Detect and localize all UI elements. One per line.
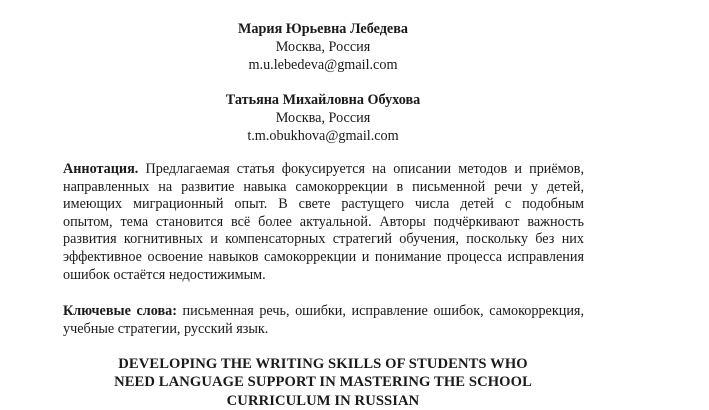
abstract-paragraph xyxy=(63,161,584,284)
keywords-paragraph xyxy=(63,303,584,338)
keywords-line-1 xyxy=(63,303,584,321)
abstract-line: эффективное освоение навыков самокоррекции и понимание процесса исправления xyxy=(63,248,584,265)
english-title xyxy=(0,355,646,410)
keywords-line: учебные стратегии, русский язык. xyxy=(63,320,269,337)
keywords-label: Ключевые слова: xyxy=(63,303,177,319)
english-title-line: CURRICULUM IN RUSSIAN xyxy=(226,392,420,409)
author-block-2 xyxy=(0,91,646,146)
abstract-line: направленных на развитие навыка самокоррекции в письменной речи у детей, xyxy=(63,178,584,195)
author-email[interactable]: m.u.lebedeva@gmail.com xyxy=(248,57,398,74)
author-location: Москва, Россия xyxy=(275,110,371,127)
abstract-line: ошибок остаётся недостижимым. xyxy=(63,266,266,283)
author-location: Москва, Россия xyxy=(275,39,371,56)
author-email[interactable]: t.m.obukhova@gmail.com xyxy=(247,128,399,145)
author-name: Мария Юрьевна Лебедева xyxy=(238,21,408,37)
author-name: Татьяна Михайловна Обухова xyxy=(225,92,421,108)
abstract-line: имеющих миграционный опыт. В свете растущего числа детей с подобным xyxy=(63,196,584,213)
author-block-1 xyxy=(0,20,646,75)
abstract-line: опытом, тема становится всё более актуальной. Авторы подчёркивают важность xyxy=(63,213,584,230)
keywords-text: письменная речь, ошибки, исправление ошибок, самокоррекция, xyxy=(182,303,585,319)
english-title-line: DEVELOPING THE WRITING SKILLS OF STUDENTS WHO xyxy=(118,356,528,372)
english-title-line: NEED LANGUAGE SUPPORT IN MASTERING THE SCHOOL xyxy=(114,374,532,391)
abstract-line: развития когнитивных и компенсаторных стратегий обучения, поскольку без них xyxy=(63,231,584,248)
abstract-text: Предлагаемая статья фокусируется на описании методов и приёмов, xyxy=(145,161,585,177)
abstract-label: Аннотация. xyxy=(63,161,139,177)
abstract-line-1 xyxy=(63,161,584,179)
